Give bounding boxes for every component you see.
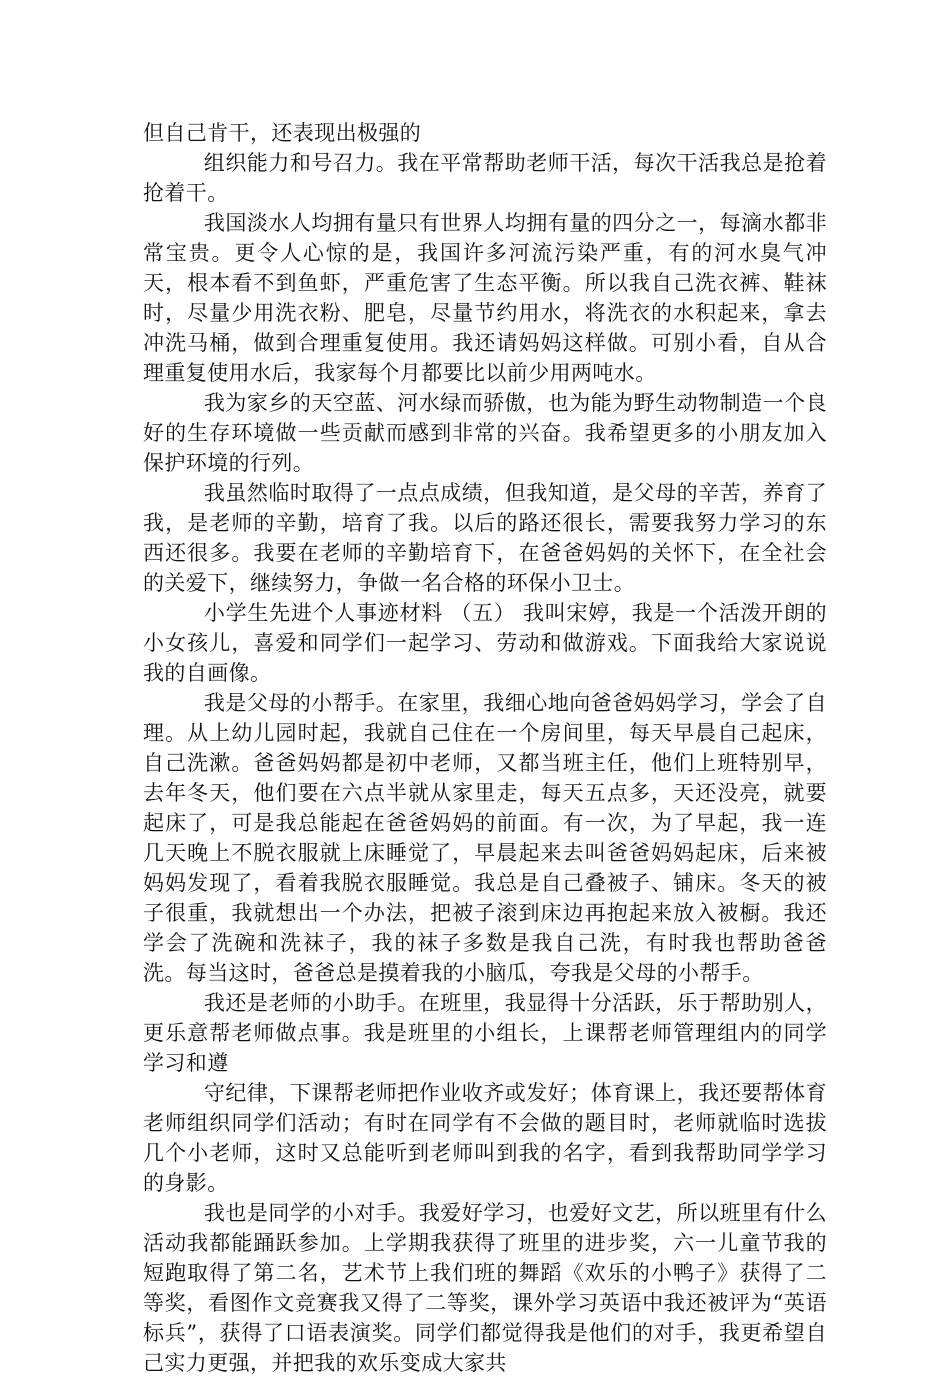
document-body [143,118,827,1378]
paragraph-9: 守纪律，下课帮老师把作业收齐或发好；体育课上，我还要帮体育老师组织同学们活动；有时在同学有不会做的题目时，老师就临时选拔几个小老师，这时又总能听到老师叫到我的名字，看到我帮助同学学习的身影。 [143,1081,827,1195]
paragraph-4: 我为家乡的天空蓝、河水绿而骄傲，也为能为野生动物制造一个良好的生存环境做一些贡献而感到非常的兴奋。我希望更多的小朋友加入保护环境的行列。 [143,391,827,475]
paragraph-5: 我虽然临时取得了一点点成绩，但我知道，是父母的辛苦，养育了我，是老师的辛勤，培育了我。以后的路还很长，需要我努力学习的东西还很多。我要在老师的辛勤培育下，在爸爸妈妈的关怀下，在全社会的关爱下，继续努力，争做一名合格的环保小卫士。 [143,481,827,595]
paragraph-10: 我也是同学的小对手。我爱好学习，也爱好文艺，所以班里有什么活动我都能踊跃参加。上学期我获得了班里的进步奖，六一儿童节我的短跑取得了第二名，艺术节上我们班的舞蹈《欢乐的小鸭子》获得了二等奖，看图作文竞赛我又得了二等奖，课外学习英语中我还被评为“英语标兵”，获得了口语表演奖。同学们都觉得我是他们的对手，我更希望自己实力更强，并把我的欢乐变成大家共 [143,1201,827,1375]
paragraph-8: 我还是老师的小助手。在班里，我显得十分活跃，乐于帮助别人，更乐意帮老师做点事。我是班里的小组长，上课帮老师管理组内的同学学习和遵 [143,991,827,1075]
paragraph-6: 小学生先进个人事迹材料 （五） 我叫宋婷，我是一个活泼开朗的小女孩儿，喜爱和同学们一起学习、劳动和做游戏。下面我给大家说说我的自画像。 [143,601,827,685]
paragraph-7: 我是父母的小帮手。在家里，我细心地向爸爸妈妈学习，学会了自理。从上幼儿园时起，我就自己住在一个房间里，每天早晨自己起床，自己洗漱。爸爸妈妈都是初中老师，又都当班主任，他们上班特别早，去年冬天，他们要在六点半就从家里走，每天五点多，天还没亮，就要起床了，可是我总能起在爸爸妈妈的前面。有一次，为了早起，我一连几天晚上不脱衣服就上床睡觉了，早晨起来去叫爸爸妈妈起床，后来被妈妈发现了，看着我脱衣服睡觉。我总是自己叠被子、铺床。冬天的被子很重，我就想出一个办法，把被子滚到床边再抱起来放入被橱。我还学会了洗碗和洗袜子，我的袜子多数是我自己洗，有时我也帮助爸爸洗。每当这时，爸爸总是摸着我的小脑瓜，夸我是父母的小帮手。 [143,691,827,985]
paragraph-2: 组织能力和号召力。我在平常帮助老师干活，每次干活我总是抢着抢着干。 [143,151,827,205]
paragraph-3: 我国淡水人均拥有量只有世界人均拥有量的四分之一，每滴水都非常宝贵。更令人心惊的是，我国许多河流污染严重，有的河水臭气冲天，根本看不到鱼虾，严重危害了生态平衡。所以我自己洗衣裤、鞋袜时，尽量少用洗衣粉、肥皂，尽量节约用水，将洗衣的水积起来，拿去冲洗马桶，做到合理重复使用。我还请妈妈这样做。可别小看，自从合理重复使用水后，我家每个月都要比以前少用两吨水。 [143,211,827,385]
paragraph-1: 但自己肯干，还表现出极强的 [143,121,422,145]
